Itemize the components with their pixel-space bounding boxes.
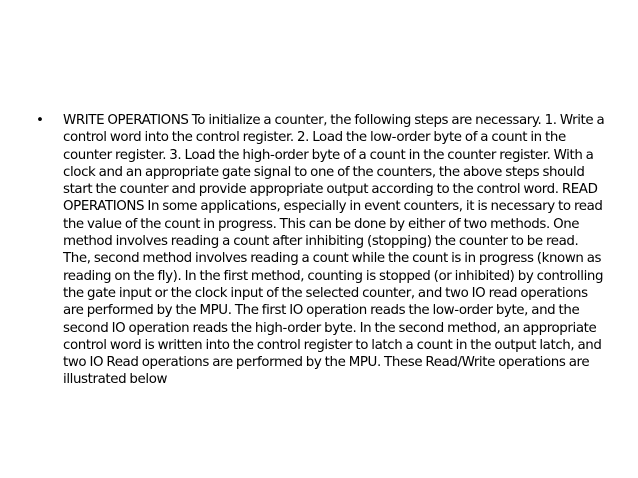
bullet-body-text: WRITE OPERATIONS To initialize a counter, the following steps are necessary. 1. Write a control word into the control register. 2. Load the low-order byte of a count in the counter register. 3. Load the high-order byte of a count in the counter register. With a clock and an appropriate gate signal to one of the counters, the above steps should start the counter and provide appropriate output according to the control word. READ OPERATIONS In some applications, especially in event counters, it is necessary to read the value of the count in progress. This can be done by either of two methods. One method involves reading a count after inhibiting (stopping) the counter to be read. The, second method involves reading a count while the count is in progress (known as reading on the fly). In the first method, counting is stopped (or inhibited) by controlling the gate input or the clock input of the selected counter, and two IO read operations are performed by the MPU. The first IO operation reads the low-order byte, and the second IO operation reads the high-order byte. In the second method, an appropriate control word is written into the control register to latch a count in the output latch, and two IO Read operations are performed by the MPU. These Read/Write operations are illustrated below xyxy=(63,113,605,388)
bullet-marker: • xyxy=(36,112,44,128)
bullet-item xyxy=(36,112,606,389)
